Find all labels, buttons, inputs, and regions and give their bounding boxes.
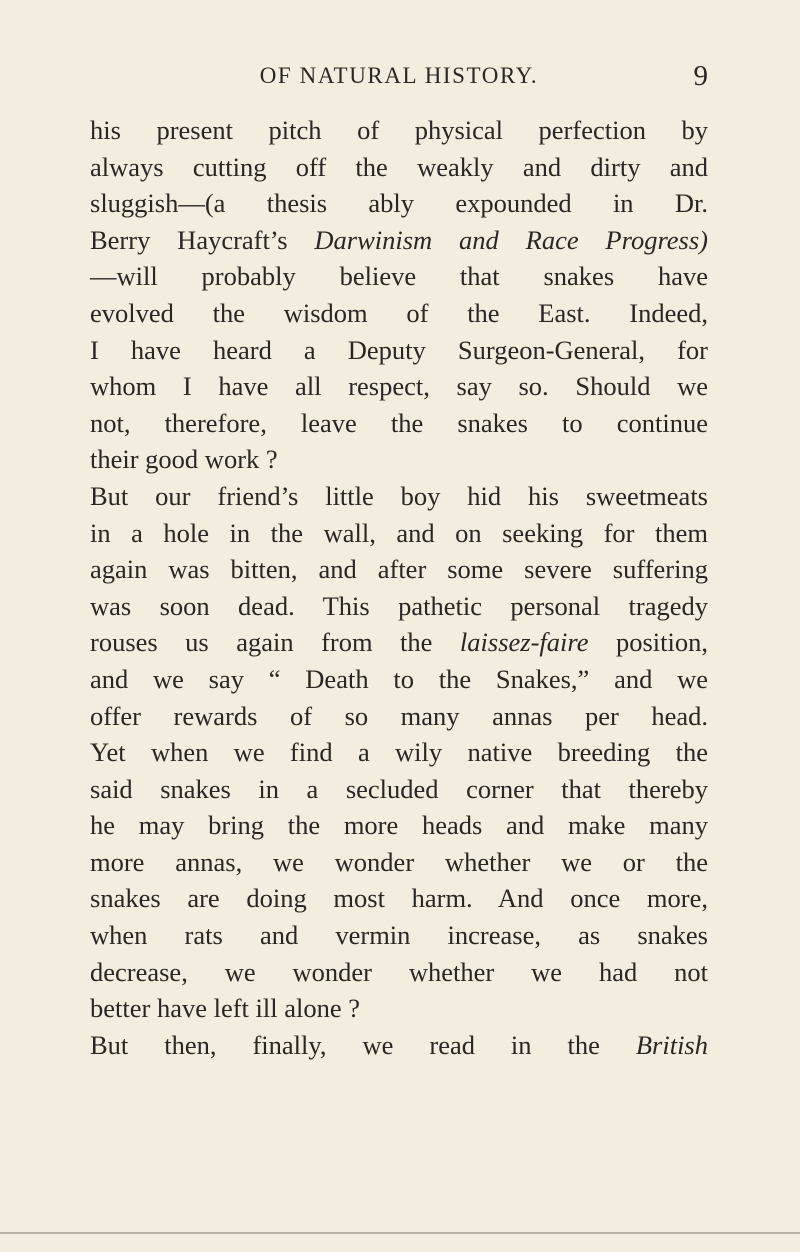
book-title-italic: Darwinism and Race Progress) <box>314 224 708 255</box>
text-line <box>90 624 708 661</box>
text-run: Berry Haycraft’s <box>90 224 315 255</box>
text-run: But then, finally, we read in the <box>90 1029 636 1060</box>
text-line: not, therefore, leave the snakes to continue <box>90 407 708 438</box>
running-title: OF NATURAL HISTORY. <box>259 63 539 88</box>
text-line: their good work ? <box>90 444 278 475</box>
text-line: better have left ill alone ? <box>90 993 361 1024</box>
text-line <box>90 1027 708 1064</box>
phrase-italic: British <box>635 1029 708 1060</box>
text-line: —will probably believe that snakes have <box>90 261 708 292</box>
text-line: always cutting off the weakly and dirty and <box>90 151 708 182</box>
running-head <box>90 56 708 96</box>
page-number: 9 <box>693 60 708 92</box>
text-line: when rats and vermin increase, as snakes <box>90 920 708 951</box>
text-line: whom I have all respect, say so. Should we <box>90 371 708 402</box>
text-line: But our friend’s little boy hid his sweetmeats <box>90 480 708 511</box>
text-line: more annas, we wonder whether we or the <box>90 846 708 877</box>
text-line: was soon dead. This pathetic personal tragedy <box>90 590 708 621</box>
text-line: Yet when we find a wily native breeding the <box>90 737 708 768</box>
text-line: snakes are doing most harm. And once more, <box>90 883 708 914</box>
text-line: said snakes in a secluded corner that thereby <box>90 773 708 804</box>
text-line: decrease, we wonder whether we had not <box>90 956 708 987</box>
text-run: rouses us again from the <box>90 627 460 658</box>
text-line: he may bring the more heads and make many <box>90 810 708 841</box>
text-line: his present pitch of physical perfection by <box>90 115 708 145</box>
text-line <box>90 222 708 259</box>
phrase-italic: laissez-faire <box>459 627 589 658</box>
text-line: offer rewards of so many annas per head. <box>90 700 708 731</box>
body-text <box>90 112 708 1063</box>
text-line: in a hole in the wall, and on seeking for them <box>90 517 708 548</box>
text-line: I have heard a Deputy Surgeon-General, for <box>90 334 708 365</box>
page-edge-rule <box>0 1232 800 1234</box>
text-line: again was bitten, and after some severe suffering <box>90 554 708 585</box>
text-line: sluggish—(a thesis ably expounded in Dr. <box>90 188 708 219</box>
text-line: evolved the wisdom of the East. Indeed, <box>90 297 708 328</box>
text-run: position, <box>588 627 708 658</box>
text-line: and we say “ Death to the Snakes,” and we <box>90 663 708 694</box>
